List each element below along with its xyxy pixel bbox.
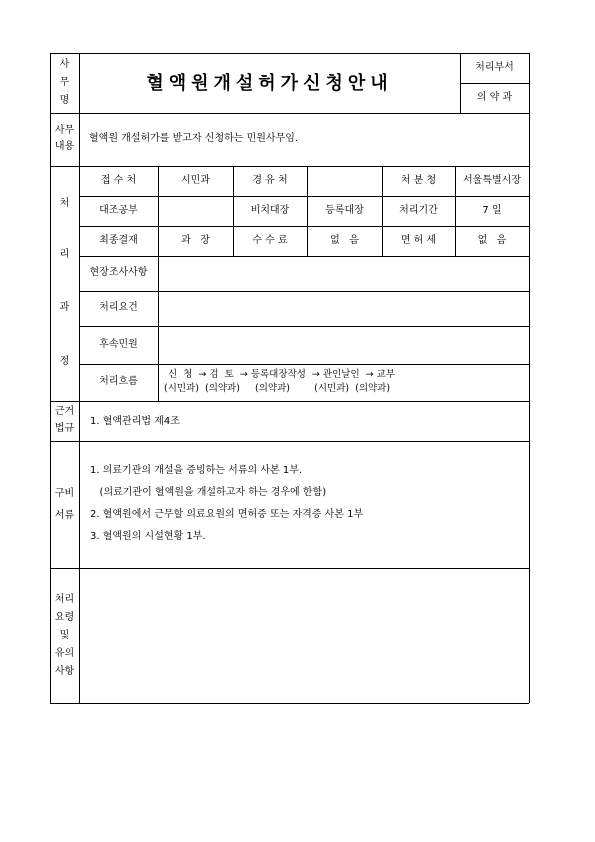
page-title: 혈액원개설허가신청안내 bbox=[146, 73, 393, 94]
registry-value: 등록대장 bbox=[325, 205, 364, 216]
document-item-4: 3. 혈액원의 시설현황 1부. bbox=[90, 531, 206, 542]
notes-label-2: 요령 bbox=[54, 612, 75, 623]
process-label-3: 과 bbox=[59, 302, 70, 313]
via-label: 경 유 처 bbox=[252, 175, 288, 186]
followup-label: 후속민원 bbox=[99, 339, 138, 350]
basis-content: 1. 혈액관리법 제4조 bbox=[90, 416, 180, 427]
basis-label-2: 법규 bbox=[54, 423, 75, 434]
requirements-label: 처리요건 bbox=[99, 302, 138, 313]
process-label-1: 처 bbox=[59, 198, 70, 209]
dept-value: 의 약 과 bbox=[476, 92, 513, 103]
registry-label: 비치대장 bbox=[250, 205, 290, 216]
office-label-1: 사 bbox=[59, 59, 70, 70]
disposal-value: 서울특별시장 bbox=[463, 175, 521, 186]
document-item-1: 1. 의료기관의 개설을 증빙하는 서류의 사본 1부. bbox=[90, 465, 303, 476]
tax-value: 없 음 bbox=[477, 235, 507, 246]
document-item-3: 2. 혈액원에서 근무할 의료요원의 면허증 또는 자격증 사본 1부 bbox=[90, 509, 364, 520]
office-label-2: 무 bbox=[59, 77, 70, 88]
flow-line-2: (시민과) (의약과) (의약과) (시민과) (의약과) bbox=[164, 383, 391, 394]
approver-label: 최종결재 bbox=[99, 235, 138, 246]
period-value: 7 일 bbox=[482, 205, 502, 216]
work-label-1: 사무 bbox=[54, 125, 75, 136]
notes-label-5: 사항 bbox=[54, 666, 75, 677]
inspection-label: 현장조사사항 bbox=[89, 267, 148, 278]
documents-label-2: 서류 bbox=[54, 510, 75, 521]
office-label-3: 명 bbox=[59, 95, 70, 106]
fee-value: 없 음 bbox=[330, 235, 359, 246]
fee-label: 수 수 료 bbox=[252, 235, 288, 246]
period-label: 처리기간 bbox=[399, 205, 438, 216]
flow-line-1: 신 청 → 검 토 → 등록대장작성 → 관인날인 → 교부 bbox=[168, 369, 395, 380]
process-label-4: 정 bbox=[59, 356, 70, 367]
reception-label: 접 수 처 bbox=[100, 175, 137, 186]
notes-label-4: 유의 bbox=[54, 648, 75, 659]
reception-value: 시민과 bbox=[181, 175, 210, 186]
work-label-2: 내용 bbox=[54, 141, 75, 152]
process-label-2: 리 bbox=[59, 249, 70, 260]
work-content: 혈액원 개설허가를 받고자 신청하는 민원사무임. bbox=[89, 133, 299, 144]
notes-label-1: 처리 bbox=[54, 594, 75, 605]
flow-label: 처리흐름 bbox=[99, 376, 138, 387]
basis-label-1: 근거 bbox=[54, 406, 75, 417]
tax-label: 면 허 세 bbox=[400, 235, 437, 246]
document-item-2: (의료기관이 혈액원을 개설하고자 하는 경우에 한함) bbox=[90, 487, 327, 498]
notes-label-3: 및 bbox=[59, 630, 70, 641]
disposal-label: 처 분 청 bbox=[400, 175, 437, 186]
dept-label: 처리부서 bbox=[475, 62, 514, 73]
documents-label-1: 구비 bbox=[54, 488, 75, 499]
approver-value: 과 장 bbox=[181, 235, 210, 246]
ledger-label: 대조공부 bbox=[99, 205, 138, 216]
